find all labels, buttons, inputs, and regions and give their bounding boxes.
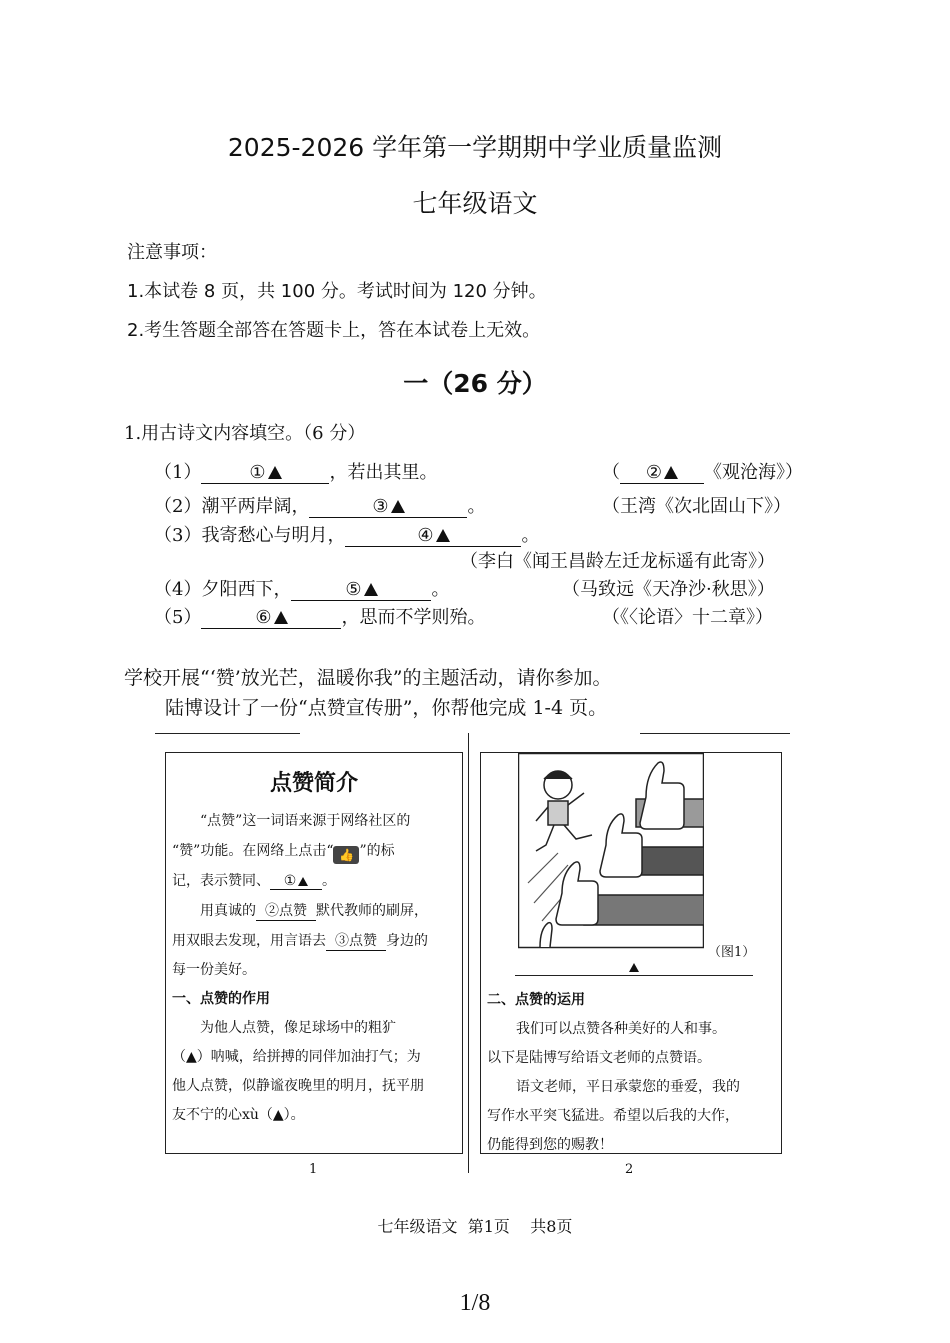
page-footer: 七年级语文 第1页 共8页 (377, 1217, 573, 1236)
divider (155, 733, 300, 734)
divider (640, 733, 790, 734)
underlined-word: ③点赞 (326, 930, 386, 951)
q1-item-3: （3）我寄愁心与明月， ④ 。 (154, 525, 540, 546)
p1-para2-line1: 用真诚的 ②点赞 默代教师的刷屏， (200, 900, 428, 921)
booklet-page-2-number: 2 (625, 1162, 634, 1177)
booklet-fold-line (468, 733, 469, 1173)
answer-blank[interactable]: ③ (309, 496, 467, 518)
answer-blank[interactable]: ① (201, 462, 329, 484)
q1-item-5-source: （《〈论语〉十二章》） (602, 607, 773, 628)
p1-sub-heading: 一、点赞的作用 (172, 991, 270, 1007)
p2-sub-heading: 二、点赞的运用 (487, 992, 585, 1008)
exam-title: 2025-2026 学年第一学期期中学业质量监测 (227, 133, 723, 162)
pager: 1/8 (459, 1290, 491, 1316)
p1-para1-line3: 记，表示赞同、 ① 。 (172, 873, 336, 889)
q1-item-2: （2）潮平两岸阔， ③ 。 (154, 496, 486, 517)
answer-blank[interactable] (515, 975, 753, 976)
note-item-1: 1.本试卷 8 页，共 100 分。考试时间为 120 分钟。 (127, 281, 547, 302)
illustration-figure-1 (518, 753, 704, 949)
exam-subtitle: 七年级语文 (412, 189, 538, 218)
p1-para1-line2: “赞”功能。在网络上点击“ 👍 ”的标 (172, 843, 395, 862)
p1-para1-line1: “点赞”这一词语来源于网络社区的 (200, 813, 411, 829)
section-heading: 一（26 分） (403, 369, 547, 398)
underlined-word: ②点赞 (256, 900, 316, 921)
p1-para3-line3: 他人点赞，似静谧夜晚里的明月，抚平朋 (172, 1078, 424, 1094)
answer-blank[interactable]: ④ (345, 525, 521, 547)
p2-line5: 仍能得到您的赐教！ (487, 1137, 613, 1153)
p2-line3: 语文老师，平日承蒙您的垂爱，我的 (516, 1079, 740, 1095)
p1-para2-line3: 每一份美好。 (172, 962, 256, 978)
q1-item-4-source: （马致远《天净沙·秋思》） (562, 579, 775, 600)
activity-intro: 学校开展“‘赞’放光芒，温暖你我”的主题活动，请你参加。 (124, 667, 612, 689)
q1-item-5: （5） ⑥ ，思而不学则殆。 (154, 607, 486, 628)
p2-line2: 以下是陆博写给语文老师的点赞语。 (487, 1050, 711, 1066)
answer-blank[interactable]: ⑥ (201, 607, 341, 629)
booklet-page-1-number: 1 (309, 1162, 318, 1177)
thumbs-up-icon: 👍 (333, 846, 359, 864)
p2-line1: 我们可以点赞各种美好的人和事。 (516, 1021, 726, 1037)
activity-task: 陆博设计了一份“点赞宣传册”，你帮他完成 1-4 页。 (165, 697, 608, 719)
answer-blank[interactable]: ① (270, 873, 322, 890)
p1-para3-line1: 为他人点赞，像足球场中的粗犷 (200, 1020, 396, 1036)
q1-item-2-source: （王湾《次北固山下》） (602, 496, 791, 517)
p2-line4: 写作水平突飞猛进。希望以后我的大作， (487, 1108, 739, 1124)
p1-para2-line2: 用双眼去发现，用言语去 ③点赞 身边的 (172, 930, 428, 951)
booklet-page-1-title: 点赞简介 (269, 771, 358, 796)
q1-item-3-source: （李白《闻王昌龄左迁龙标遥有此寄》） (460, 551, 775, 572)
note-item-2: 2.考生答题全部答在答题卡上，答在本试卷上无效。 (127, 320, 541, 341)
answer-blank[interactable]: ② (620, 462, 704, 484)
q1-item-1: （1） ① ，若出其里。 (154, 462, 438, 483)
p1-para3-line4: 友不宁的心xù（▲）。 (172, 1107, 305, 1123)
question-1-prompt: 1.用古诗文内容填空。（6 分） (124, 423, 366, 444)
q1-item-4: （4）夕阳西下， ⑤ 。 (154, 579, 450, 600)
figure-caption: （图1） (708, 945, 756, 960)
q1-item-1-source: （ ② 《观沧海》） (602, 462, 803, 483)
notes-heading: 注意事项： (127, 242, 217, 263)
p1-para3-line2: （▲）呐喊，给拼搏的同伴加油打气；为 (172, 1049, 421, 1065)
answer-marker-icon (629, 963, 639, 972)
answer-blank[interactable]: ⑤ (291, 579, 431, 601)
